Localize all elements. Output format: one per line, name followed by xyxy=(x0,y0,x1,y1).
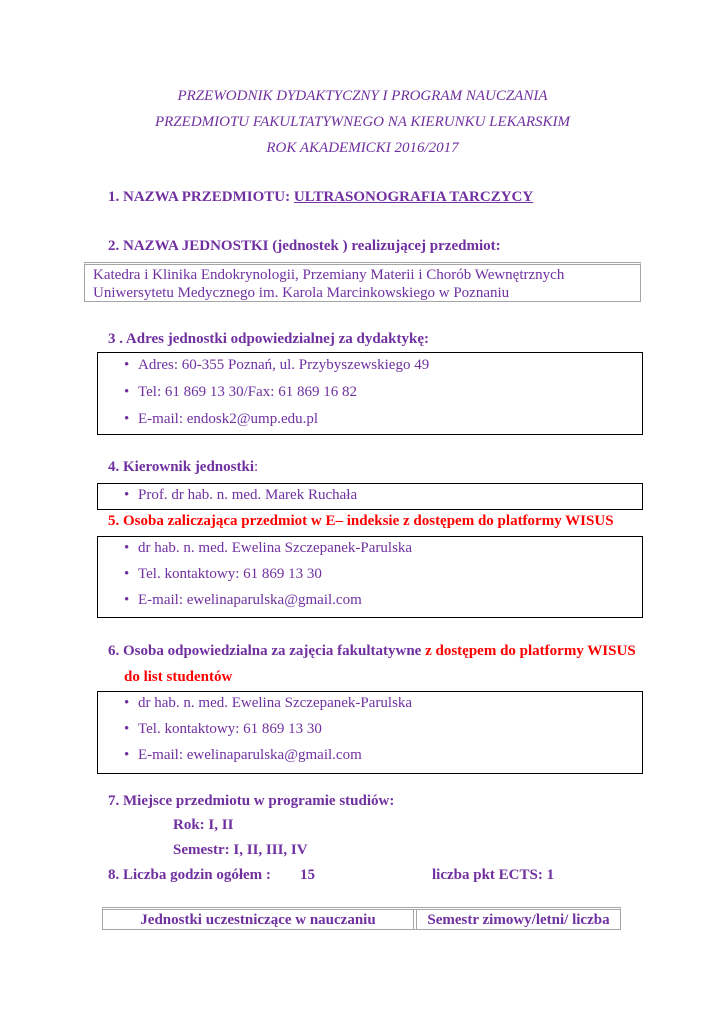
list-item: • Tel. kontaktowy: 61 869 13 30 xyxy=(98,721,412,747)
grader-list xyxy=(98,540,412,618)
table-header-semester: Semestr zimowy/letni/ liczba xyxy=(427,912,610,928)
address-list xyxy=(98,357,429,438)
coordinator-list xyxy=(98,695,412,773)
section-8-title: 8. Liczba godzin ogółem : xyxy=(108,867,271,883)
header-line-1: PRZEWODNIK DYDAKTYCZNY I PROGRAM NAUCZANIA xyxy=(177,88,548,104)
section-4-title xyxy=(108,459,258,476)
coordinator-box xyxy=(97,691,643,774)
section-5-title: 5. Osoba zaliczająca przedmiot w E– indeksie z dostępem do platformy WISUS xyxy=(108,513,614,529)
list-item: • E-mail: ewelinaparulska@gmail.com xyxy=(98,592,412,618)
unit-box xyxy=(84,262,641,302)
grader-box xyxy=(97,536,643,618)
list-item: • Tel. kontaktowy: 61 869 13 30 xyxy=(98,566,412,592)
section-7-title: 7. Miejsce przedmiotu w programie studiów: xyxy=(108,793,395,809)
list-item: • Prof. dr hab. n. med. Marek Ruchała xyxy=(98,487,357,504)
list-item: • dr hab. n. med. Ewelina Szczepanek-Parulska xyxy=(98,695,412,721)
header-line-2: PRZEDMIOTU FAKULTATYWNEGO NA KIERUNKU LEKARSKIM xyxy=(154,114,570,130)
section-1-label: 1. NAZWA PRZEDMIOTU: xyxy=(108,189,294,205)
list-item: • E-mail: ewelinaparulska@gmail.com xyxy=(98,747,412,773)
section-6-label-b: z dostępem do platformy WISUS xyxy=(425,643,636,659)
section-6-label-a: 6. Osoba odpowiedzialna za zajęcia fakultatywne xyxy=(108,643,426,659)
course-name: ULTRASONOGRAFIA TARCZYCY xyxy=(293,189,534,205)
section-6-title xyxy=(108,643,636,660)
section-2-title: 2. NAZWA JEDNOSTKI (jednostek ) realizującej przedmiot: xyxy=(108,238,501,254)
hours-value: 15 xyxy=(300,867,315,883)
section-4-label: 4. Kierownik jednostki xyxy=(108,459,254,475)
section-4-colon: : xyxy=(254,459,259,475)
address-box xyxy=(97,352,643,435)
header-line-3: ROK AKADEMICKI 2016/2017 xyxy=(266,140,459,156)
ects-value: liczba pkt ECTS: 1 xyxy=(432,867,555,883)
semester-value: Semestr: I, II, III, IV xyxy=(173,842,308,858)
list-item: • Tel: 61 869 13 30/Fax: 61 869 16 82 xyxy=(98,384,429,411)
list-item: • dr hab. n. med. Ewelina Szczepanek-Parulska xyxy=(98,540,412,566)
unit-line-2: Uniwersytetu Medycznego im. Karola Marcinkowskiego w Poznaniu xyxy=(93,285,510,301)
list-item: • Adres: 60-355 Poznań, ul. Przybyszewskiego 49 xyxy=(98,357,429,384)
section-6-label-c: do list studentów xyxy=(124,669,233,685)
head-list xyxy=(98,487,357,504)
section-1-title xyxy=(108,189,533,206)
section-3-title: 3 . Adres jednostki odpowiedzialnej za dydaktykę: xyxy=(108,331,430,347)
table-header-units: Jednostki uczestniczące w nauczaniu xyxy=(140,912,376,928)
head-box xyxy=(97,483,643,510)
unit-line-1: Katedra i Klinika Endokrynologii, Przemiany Materii i Chorób Wewnętrznych xyxy=(93,267,565,283)
year-value: Rok: I, II xyxy=(173,817,234,833)
list-item: • E-mail: endosk2@ump.edu.pl xyxy=(98,411,429,438)
units-table xyxy=(102,907,621,930)
